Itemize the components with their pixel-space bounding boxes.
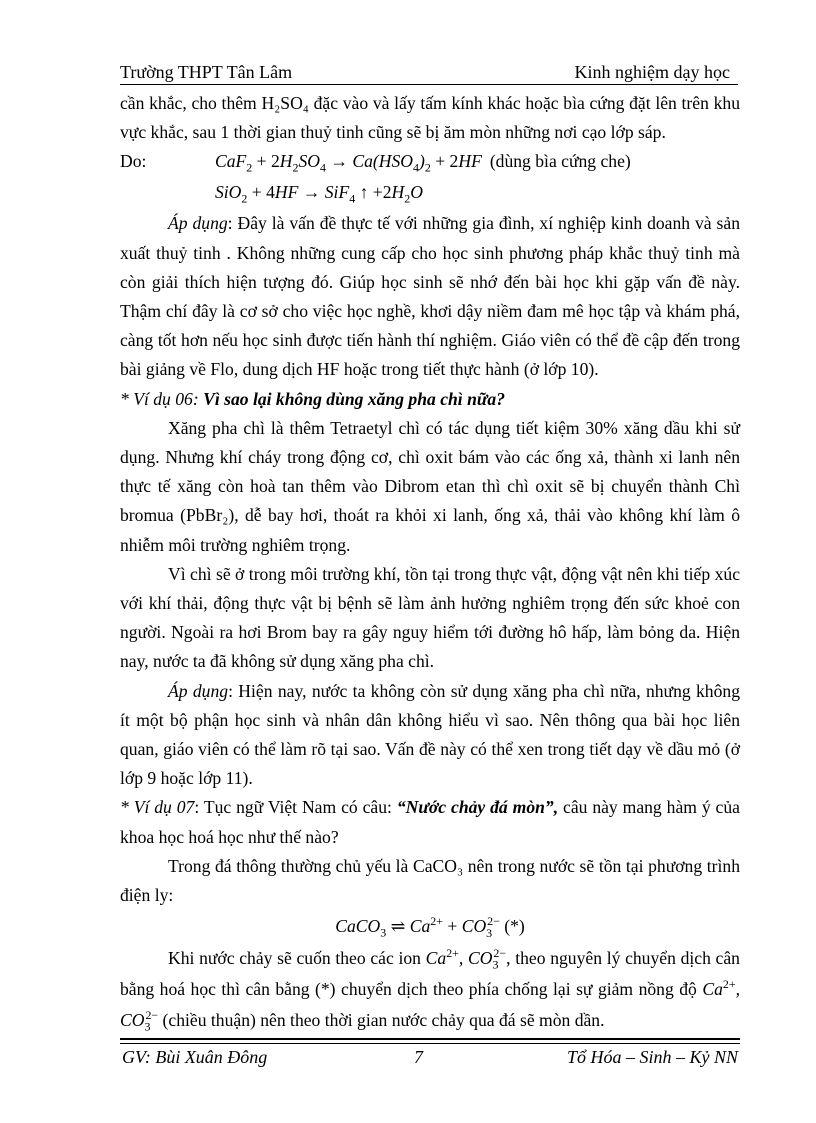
paragraph-lead-health: Vì chì sẽ ở trong môi trường khí, tồn tại trong thực vật, động vật nên khi tiếp xúc với khí thải, động thực vật bị bệnh sẽ làm ảnh hưởng nghiêm trọng đến sức khoẻ con người. Ngoài ra hơi Brom bay ra gây nguy hiểm tới đường hô hấp, làm bỏng da. Hiện nay, nước ta đã không sử dụng xăng pha chì.	[120, 563, 740, 672]
page-number: 7	[414, 1047, 423, 1067]
footer-rule-thick	[120, 1038, 740, 1040]
paragraph-etching: cần khắc, cho thêm H₂SO₄ đặc vào và lấy tấm kính khác hoặc bìa cứng đặt lên trên khu vực khắc, sau 1 thời gian thuỷ tinh cũng sẽ bị ăm mòn những nơi cạo lớp sáp.	[120, 93, 740, 143]
equation-label: Do:	[120, 151, 147, 172]
paragraph-leaded-fuel: Xăng pha chì là thêm Tetraetyl chì có tác dụng tiết kiệm 30% xăng dầu khi sử dụng. Nhưng khí cháy trong động cơ, chì oxit bám vào các ống xả, thành xi lanh nên thực tế xăng còn hoà tan thêm vào Dibrom etan thì chì oxit sẽ bị chuyển thành Chì bromua (PbBr₂), dễ bay hơi, thoát ra khỏi xi lanh, ống xả, thải vào không khí làm ô nhiễm môi trường nghiêm trọng.	[120, 417, 740, 555]
header-rule	[120, 84, 738, 85]
example-06-heading: * Ví dụ 06: Vì sao lại không dùng xăng pha chì nữa?	[120, 388, 505, 409]
paragraph-apdung-2: Áp dụng: Hiện nay, nước ta không còn sử dụng xăng pha chì nữa, nhưng không ít một bộ phận học sinh và nhân dân không hiểu vì sao. Nên thông qua bài học liên quan, giáo viên có thể làm rõ tại sao. Vấn đề này có thể xen trong tiết dạy về dầu mỏ (ở lớp 9 hoặc lớp 11).	[120, 680, 740, 789]
equation-note: (dùng bìa cứng che)	[489, 151, 631, 172]
example-07-heading: * Ví dụ 07: Tục ngữ Việt Nam có câu: “Nước chảy đá mòn”, câu này mang hàm ý của khoa học hoá học như thế nào?	[120, 797, 740, 847]
apdung-label: Áp dụng	[168, 213, 228, 234]
example-06-title: Vì sao lại không dùng xăng pha chì nữa?	[203, 388, 505, 409]
equation-formula: $CaF_2 + 2H_2SO_4 \to Ca(HSO_4)_2 + 2HF$	[215, 151, 482, 175]
equation-sio2	[120, 178, 740, 209]
header-title: Kinh nghiệm dạy học	[574, 62, 730, 82]
equation-caco3: CaCO$_3$ ⇌ $Ca^{2+} + CO_3^{2-}$ (*)	[335, 914, 525, 940]
header-school: Trường THPT Tân Lâm	[120, 62, 293, 82]
page-content	[120, 89, 740, 1036]
paragraph-conclusion: Khi nước chảy sẽ cuốn theo các ion $Ca^{2+}$, $CO_3^{2-}$, theo nguyên lý chuyển dịch cân bằng hoá học thì cân bằng (*) chuyển dịch theo phía chống lại sự giảm nồng độ $Ca^{2+}$, $CO_3^{2-}$ (chiều thuận) nên theo thời gian nước chảy qua đá sẽ mòn dần.	[120, 946, 740, 1034]
paragraph-caco3: Trong đá thông thường chủ yếu là CaCO₃ nên trong nước sẽ tồn tại phương trình điện ly:	[120, 855, 740, 906]
footer-rule-thin	[120, 1043, 740, 1044]
equation-caf2	[120, 147, 740, 178]
footer-author: GV: Bùi Xuân Đông	[122, 1047, 268, 1067]
proverb-quote: “Nước chảy đá mòn”,	[396, 797, 559, 818]
paragraph-apdung-1: Áp dụng: Đây là vấn đề thực tế với những gia đình, xí nghiệp kinh doanh và sản xuất thuỷ tinh . Không những cung cấp cho học sinh phương pháp khắc thuỷ tinh mà còn giải thích hiện tượng đó. Giúp học sinh sẽ nhớ đến bài học khi gặp vấn đề này. Thậm chí đây là cơ sở cho việc học nghề, khơi dậy niềm đam mê học tập và khám phá, càng tốt hơn nếu học sinh được tiến hành thí nghiệm. Giáo viên có thể đề cập đến trong bài giảng về Flo, dung dịch HF hoặc trong tiết thực hành (ở lớp 10).	[120, 213, 740, 380]
equation-formula: SiO$_2$ + 4HF → SiF$_4$ ↑ $+2H_2O$	[215, 182, 423, 206]
footer-department: Tổ Hóa – Sinh – Kỷ NN	[566, 1047, 738, 1067]
